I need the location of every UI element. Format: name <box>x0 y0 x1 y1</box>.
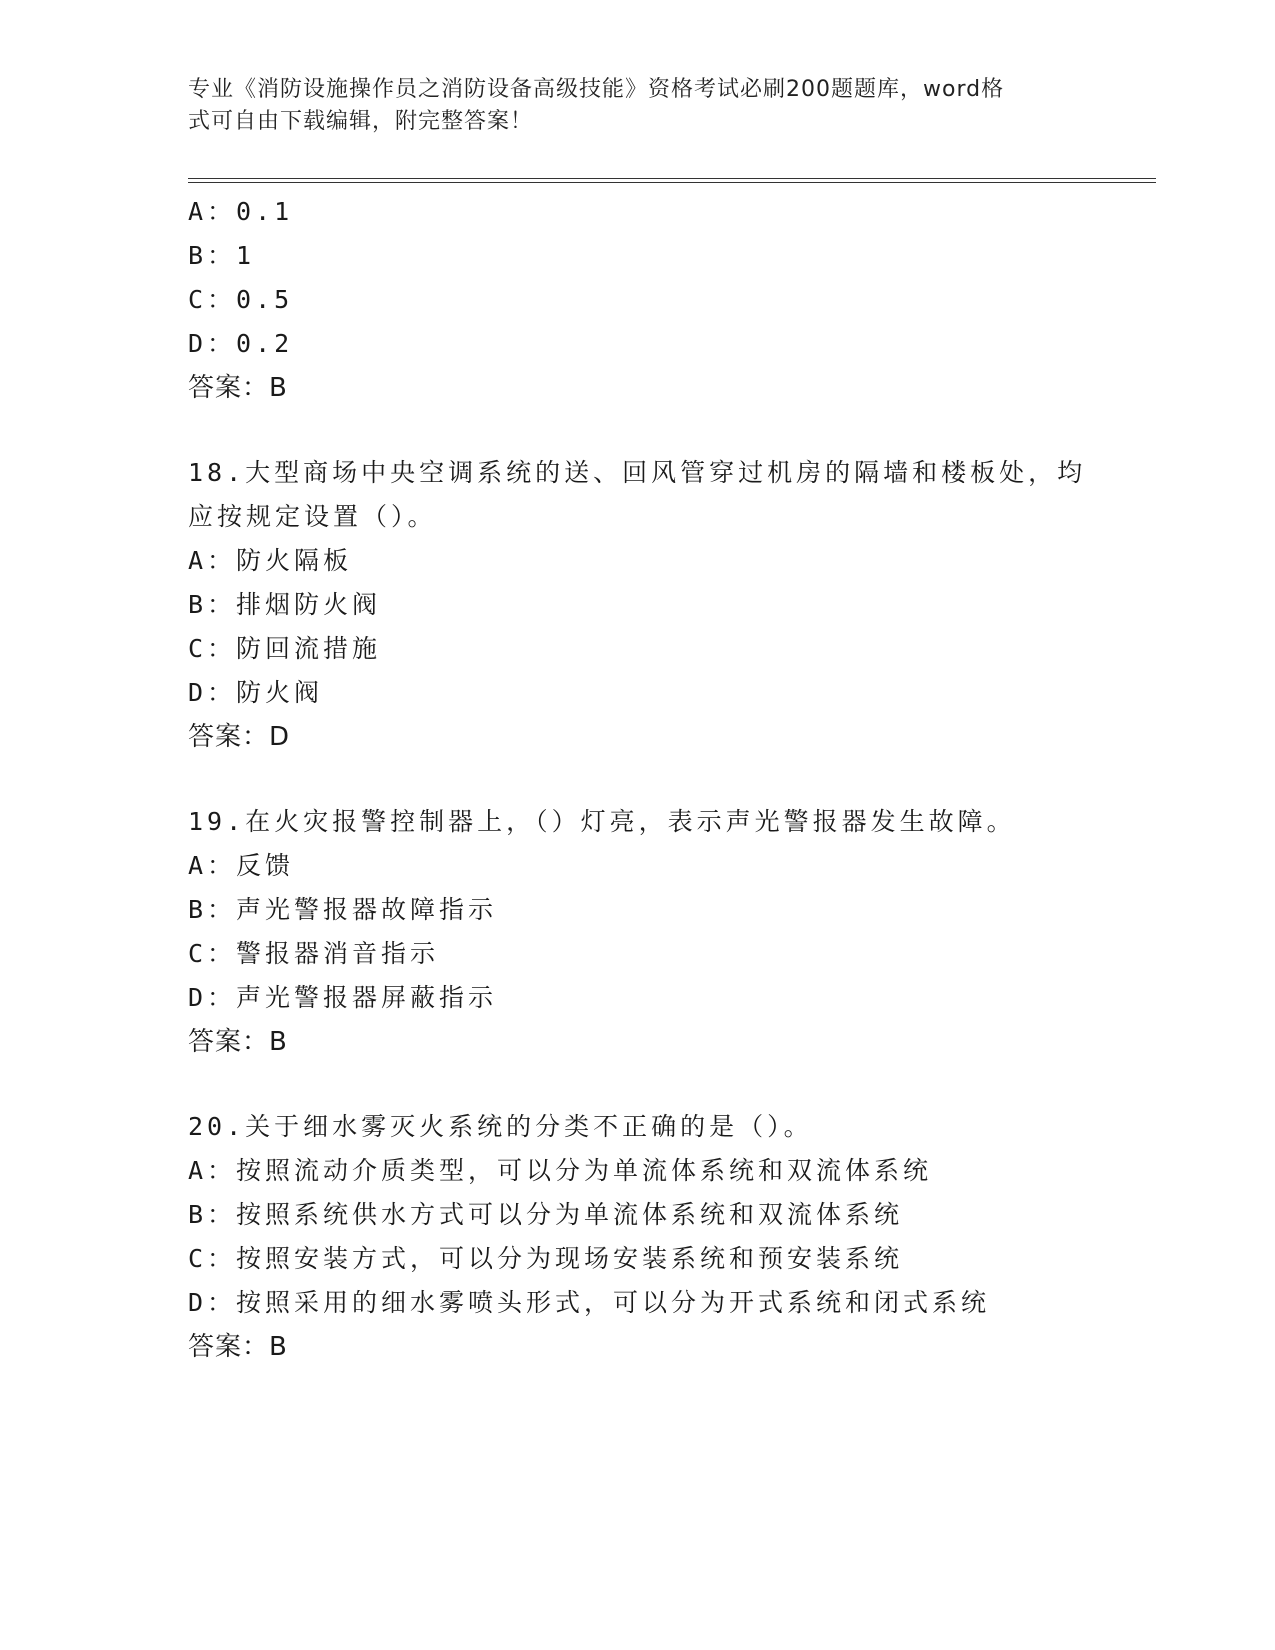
option-a: A：反馈 <box>188 851 295 880</box>
question-stem-continued: 应按规定设置（）。 <box>188 502 437 531</box>
answer: 答案：B <box>188 1027 288 1057</box>
option-a: A：按照流动介质类型，可以分为单流体系统和双流体系统 <box>188 1156 933 1185</box>
option-b: B：排烟防火阀 <box>188 590 382 619</box>
option-d: D：防火阀 <box>188 678 324 707</box>
option-b: B：1 <box>188 241 256 270</box>
question-stem: 19.在火灾报警控制器上，（）灯亮，表示声光警报器发生故障。 <box>188 807 1016 836</box>
option-d: D：0.2 <box>188 329 294 358</box>
answer: 答案：B <box>188 373 288 403</box>
header-rule-top <box>188 178 1156 179</box>
option-a: A：0.1 <box>188 197 294 226</box>
question-stem: 18.大型商场中央空调系统的送、回风管穿过机房的隔墙和楼板处，均 <box>188 458 1087 487</box>
option-c: C：防回流措施 <box>188 634 382 663</box>
option-b: B：声光警报器故障指示 <box>188 895 498 924</box>
question-stem: 20.关于细水雾灭火系统的分类不正确的是（）。 <box>188 1112 813 1141</box>
option-a: A：防火隔板 <box>188 546 353 575</box>
document-header <box>188 74 1088 138</box>
answer: 答案：D <box>188 722 291 752</box>
option-c: C：按照安装方式，可以分为现场安装系统和预安装系统 <box>188 1244 904 1273</box>
header-line-2: 式可自由下载编辑，附完整答案！ <box>188 109 534 134</box>
option-b: B：按照系统供水方式可以分为单流体系统和双流体系统 <box>188 1200 904 1229</box>
option-c: C：警报器消音指示 <box>188 939 440 968</box>
option-d: D：按照采用的细水雾喷头形式，可以分为开式系统和闭式系统 <box>188 1288 991 1317</box>
option-d: D：声光警报器屏蔽指示 <box>188 983 498 1012</box>
header-line-1: 专业《消防设施操作员之消防设备高级技能》资格考试必刷200题题库，word格 <box>188 77 1005 102</box>
header-rule-bottom <box>188 182 1156 183</box>
answer: 答案：B <box>188 1332 288 1362</box>
option-c: C：0.5 <box>188 285 294 314</box>
